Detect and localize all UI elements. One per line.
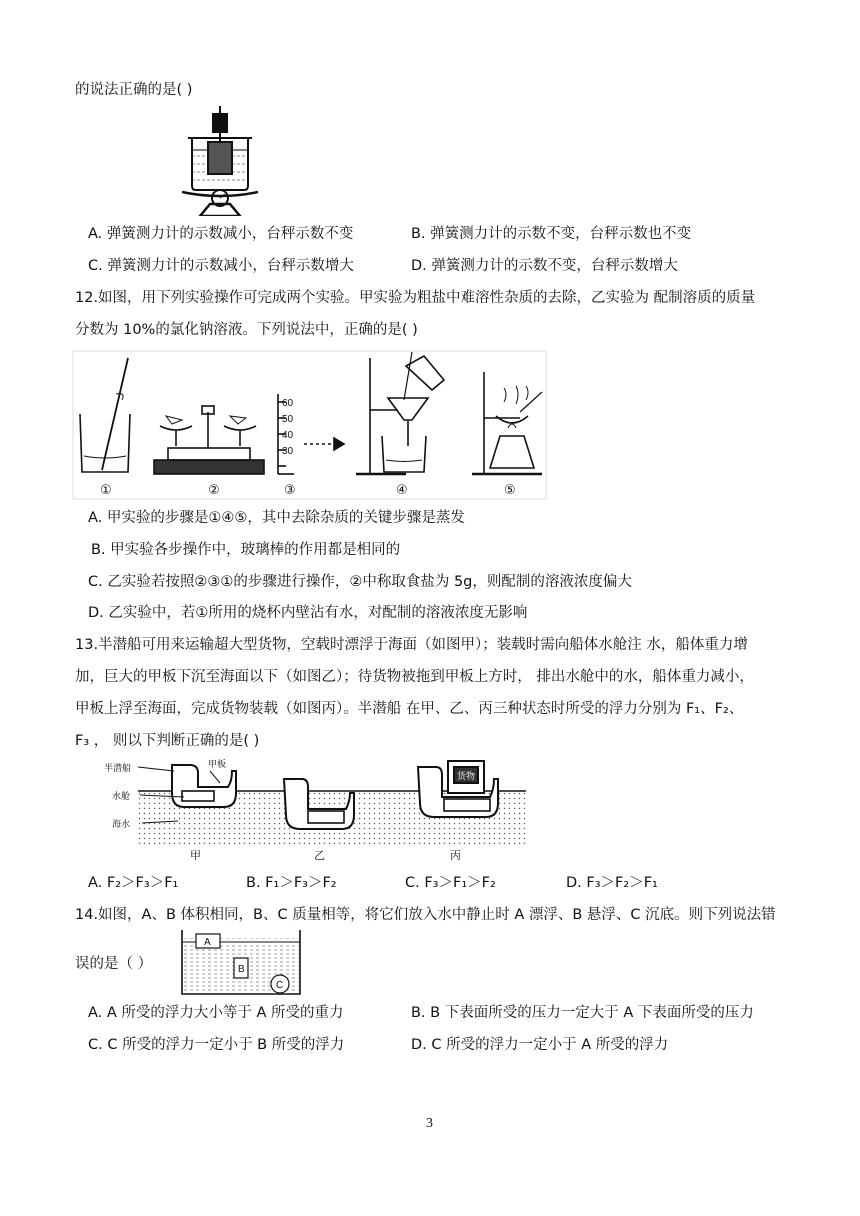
figure-label-3: ③ xyxy=(284,483,296,498)
scale-tick-30: 30 xyxy=(282,446,294,457)
q13-stem-line-3: 甲板上浮至海面，完成货物装载（如图丙）。半潜船 在甲、乙、丙三种状态时所受的浮力分别为 F₁、F₂、 xyxy=(75,701,744,717)
q13-option-c: C. F₃＞F₁＞F₂ xyxy=(405,875,496,891)
q12-option-a: A. 甲实验的步骤是①④⑤，其中去除杂质的关键步骤是蒸发 xyxy=(88,510,465,526)
q14-stem-line-2: 误的是（ ） xyxy=(75,956,153,972)
q13-option-d: D. F₃＞F₂＞F₁ xyxy=(566,875,658,891)
label-cargo: 货物 xyxy=(457,772,476,782)
scale-tick-60: 60 xyxy=(282,398,294,409)
q11-option-d: D. 弹簧测力计的示数不变，台秤示数增大 xyxy=(411,258,678,274)
q11-option-b: B. 弹簧测力计的示数不变，台秤示数也不变 xyxy=(411,226,692,242)
figure-label-1: ① xyxy=(100,483,112,498)
q12-option-b: B. 甲实验各步操作中，玻璃棒的作用都是相同的 xyxy=(91,542,401,558)
q12-option-c: C. 乙实验若按照②③①的步骤进行操作，②中称取食盐为 5g，则配制的溶液浓度偏大 xyxy=(88,574,632,590)
q14-option-d: D. C 所受的浮力一定小于 A 所受的浮力 xyxy=(411,1037,669,1053)
label-semi-submersible: 半潜船 xyxy=(104,764,132,774)
label-deck: 甲板 xyxy=(208,760,227,770)
q14-option-a: A. A 所受的浮力大小等于 A 所受的重力 xyxy=(88,1005,344,1021)
q13-stem-line-4: F₃ ， 则以下判断正确的是( ) xyxy=(75,733,260,749)
label-seawater: 海水 xyxy=(112,820,131,830)
floating-blocks-figure xyxy=(178,928,304,996)
figure-label-2: ② xyxy=(208,483,220,498)
spring-scale-apparatus-figure xyxy=(180,104,260,216)
q13-option-b: B. F₁＞F₃＞F₂ xyxy=(246,875,337,891)
semi-submersible-ship-figure xyxy=(98,757,526,863)
figure-label-5: ⑤ xyxy=(504,483,516,498)
figure-label-4: ④ xyxy=(396,483,408,498)
q12-option-d: D. 乙实验中，若①所用的烧杯内壁沾有水，对配制的溶液浓度无影响 xyxy=(88,605,528,621)
q11-stem-tail: 的说法正确的是( ) xyxy=(75,82,193,98)
block-label-a: A xyxy=(204,937,211,948)
q14-stem-line-1: 14.如图，A、B 体积相同，B、C 质量相等，将它们放入水中静止时 A 漂浮、B 悬浮、C 沉底。则下列说法错 xyxy=(75,907,776,923)
q11-option-a: A. 弹簧测力计的示数减小，台秤示数不变 xyxy=(88,226,354,242)
scale-tick-50: 50 xyxy=(282,414,294,425)
q13-stem-line-2: 加，巨大的甲板下沉至海面以下（如图乙）；待货物被拖到甲板上方时， 排出水舱中的水，船体重力减小， xyxy=(75,669,754,685)
ball-label-c: C xyxy=(276,980,284,991)
figure-label-bing: 丙 xyxy=(450,849,461,862)
scale-tick-40: 40 xyxy=(282,430,294,441)
q11-option-c: C. 弹簧测力计的示数减小，台秤示数增大 xyxy=(88,258,354,274)
block-label-b: B xyxy=(238,964,245,975)
figure-label-yi: 乙 xyxy=(314,849,325,862)
q14-option-b: B. B 下表面所受的压力一定大于 A 下表面所受的压力 xyxy=(411,1005,754,1021)
q13-option-a: A. F₂＞F₃＞F₁ xyxy=(88,875,179,891)
q12-stem-line-2: 分数为 10%的氯化钠溶液。下列说法中，正确的是( ) xyxy=(75,322,418,338)
page-number: 3 xyxy=(426,1116,433,1131)
q13-stem-line-1: 13.半潜船可用来运输超大型货物，空载时漂浮于海面（如图甲）；装载时需向船体水舱注 水，船体重力增 xyxy=(75,637,748,653)
q12-stem-line-1: 12.如图，用下列实验操作可完成两个实验。甲实验为粗盐中难溶性杂质的去除，乙实验为 配制溶质的质量 xyxy=(75,290,756,306)
q14-option-c: C. C 所受的浮力一定小于 B 所受的浮力 xyxy=(88,1037,345,1053)
figure-label-jia: 甲 xyxy=(190,849,201,862)
experiment-operations-figure xyxy=(72,350,547,500)
label-water-tank: 水舱 xyxy=(112,792,131,802)
